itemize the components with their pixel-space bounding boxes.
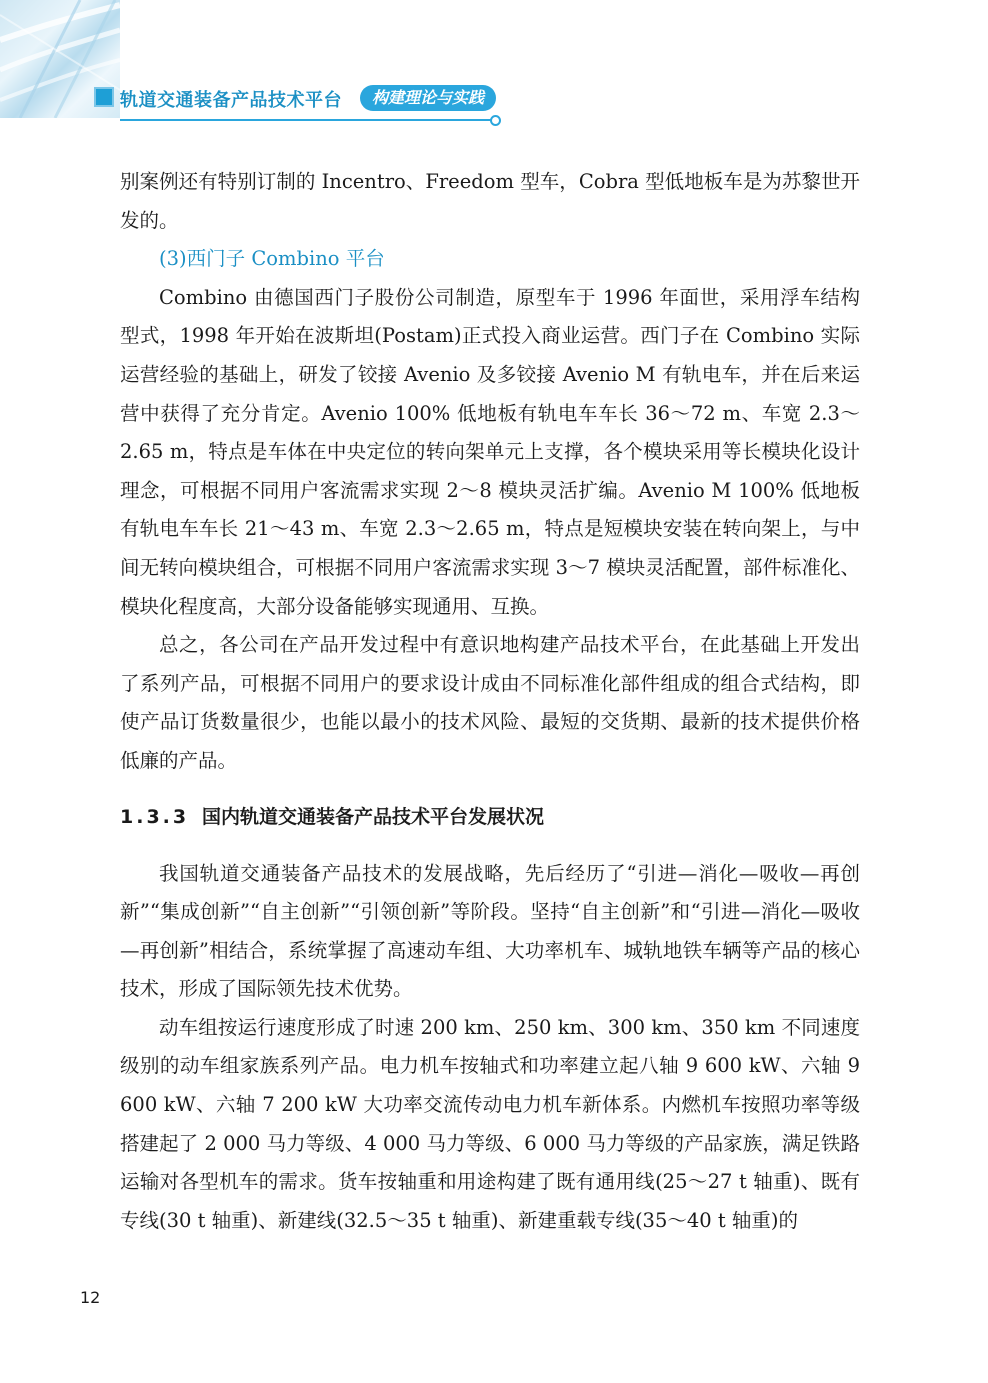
paragraph-strategy: 我国轨道交通装备产品技术的发展战略，先后经历了“引进—消化—吸收—再创新”“集成创新”“自主创新”“引领创新”等阶段。坚持“自主创新”和“引进—消化—吸收—再创新”相结合，系统掌握了高速动车组、大功率机车、城轨地铁车辆等产品的核心技术，形成了国际领先技术优势。 [120, 861, 860, 1001]
paragraph-summary: 总之，各公司在产品开发过程中有意识地构建产品技术平台，在此基础上开发出了系列产品，可根据不同用户的要求设计成由不同标准化部件组成的组合式结构，即使产品订货数量很少，也能以最小的技术风险、最短的交货期、最新的技术提供价格低廉的产品。 [120, 633, 860, 772]
page-body [120, 163, 860, 1240]
book-title: 轨道交通装备产品技术平台 [120, 90, 342, 111]
header-square-icon [94, 87, 114, 107]
section-number: 1.3.3 [120, 805, 190, 828]
subheading-siemens-combino: (3)西门子 Combino 平台 [159, 247, 385, 271]
section-heading [120, 801, 860, 833]
running-header [78, 75, 498, 127]
page-number: 12 [80, 1288, 101, 1307]
header-dot-icon [490, 115, 501, 126]
paragraph-continuation: 别案例还有特别订制的 Incentro、Freedom 型车，Cobra 型低地板车是为苏黎世开发的。 [120, 170, 860, 232]
section-title: 国内轨道交通装备产品技术平台发展状况 [202, 805, 545, 828]
subtitle-tag: 构建理论与实践 [360, 85, 496, 111]
paragraph-combino: Combino 由德国西门子股份公司制造，原型车于 1996 年面世，采用浮车结构型式，1998 年开始在波斯坦(Postam)正式投入商业运营。西门子在 Combino 实际运营经验的基础上，研发了铰接 Avenio 及多铰接 Avenio M 有轨电车，并在后来运营中获得了充分肯定。Avenio 100% 低地板有轨电车车长 36～72 m、车宽 2.3～2.65 m，特点是车体在中央定位的转向架单元上支撑，各个模块采用等长模块化设计理念，可根据不同用户客流需求实现 2～8 模块灵活扩编。Avenio M 100% 低地板有轨电车车长 21～43 m、车宽 2.3～2.65 m，特点是短模块安装在转向架上，与中间无转向模块组合，可根据不同用户客流需求实现 3～7 模块灵活配置，部件标准化、模块化程度高，大部分设备能够实现通用、互换。 [120, 285, 860, 618]
paragraph-products: 动车组按运行速度形成了时速 200 km、250 km、300 km、350 km 不同速度级别的动车组家族系列产品。电力机车按轴式和功率建立起八轴 9 600 kW、六轴 9 600 kW、六轴 7 200 kW 大功率交流传动电力机车新体系。内燃机车按照功率等级搭建起了 2 000 马力等级、4 000 马力等级、6 000 马力等级的产品家族，满足铁路运输对各型机车的需求。货车按轴重和用途构建了既有通用线(25～27 t 轴重)、既有专线(30 t 轴重)、新建线(32.5～35 t 轴重)、新建重载专线(35～40 t 轴重)的 [120, 1015, 860, 1232]
header-rule [120, 119, 492, 121]
